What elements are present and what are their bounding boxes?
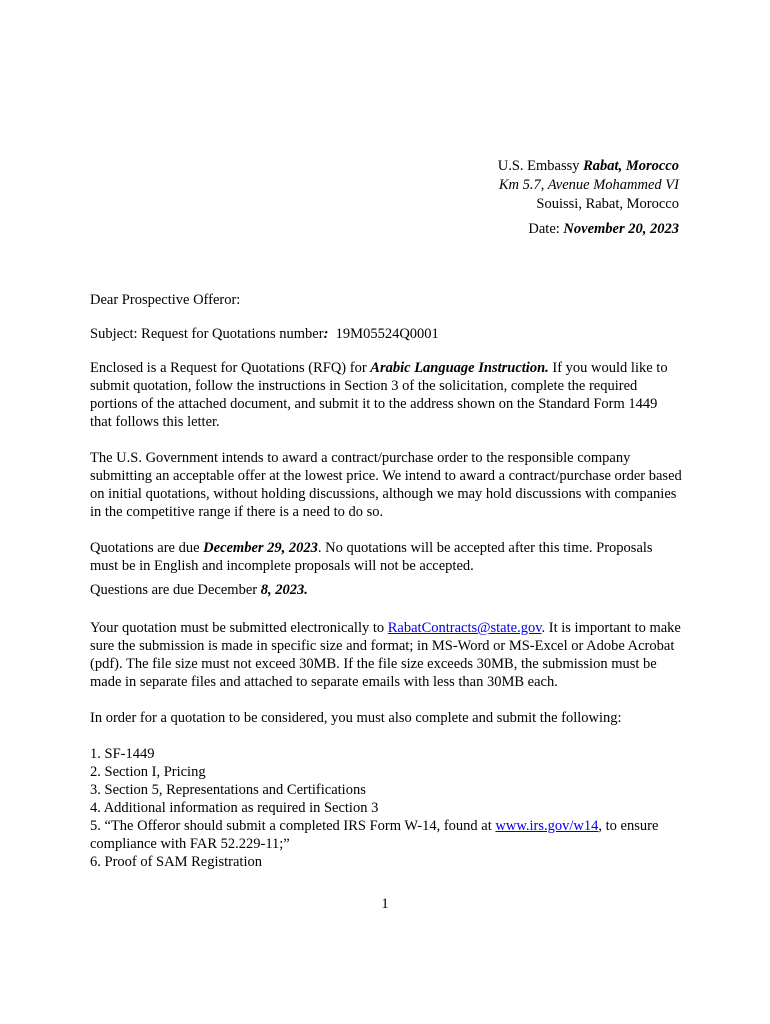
address-line-3: Souissi, Rabat, Morocco xyxy=(536,196,679,212)
requirements-list xyxy=(90,745,682,871)
questions-paragraph xyxy=(90,581,682,599)
government-paragraph: The U.S. Government intends to award a contract/purchase order to the responsible company submitting an acceptable offer at the lowest price. We intend to award a contract/purchase order based on initial quotations, without holding discussions, although we may hold discussions with companies in the competitive range if there is a need to do so. xyxy=(90,450,682,520)
list-item-5-text-after: , to ensure compliance with FAR 52.229-11;” xyxy=(90,818,659,852)
address-line-1 xyxy=(498,157,679,176)
subject-colon: : xyxy=(323,326,329,342)
list-item-5-text: 5. “The Offeror should submit a completed IRS Form W-14, found at xyxy=(90,818,496,834)
address-line-2 xyxy=(498,176,679,195)
enclosed-paragraph xyxy=(90,359,682,431)
letter-date xyxy=(498,220,679,239)
irs-link[interactable]: www.irs.gov/w14 xyxy=(495,818,599,834)
questions-date: 8, 2023. xyxy=(260,582,308,598)
electronic-paragraph xyxy=(90,619,682,691)
questions-text: Questions are due December xyxy=(90,582,261,598)
embassy-label: U.S. Embassy xyxy=(497,158,584,174)
due-text-before: Quotations are due xyxy=(90,540,204,556)
due-date: December 29, 2023 xyxy=(203,540,318,556)
address-block xyxy=(498,157,679,239)
date-value: November 20, 2023 xyxy=(563,221,679,237)
email-link[interactable]: RabatContracts@state.gov xyxy=(387,620,542,636)
subject-line xyxy=(90,325,682,343)
date-label: Date: xyxy=(528,221,564,237)
enclosed-text-after: If you would like to submit quotation, follow the instructions in Section 3 of the solicitation, complete the required portions of the attached document, and submit it to the address shown on the Standard Form 1449 that follows this letter. xyxy=(90,360,668,430)
list-item: 1. SF-1449 xyxy=(90,746,155,762)
order-paragraph: In order for a quotation to be considered, you must also complete and submit the following: xyxy=(90,710,622,726)
electronic-text-after: . It is important to make sure the submission is made in specific size and format; in MS-Word or MS-Excel or Adobe Acrobat (pdf). The file size must not exceed 30MB. If the file size exceeds 30MB, the submission must be made in separate files and attached to separate emails with less than 30MB each. xyxy=(90,620,681,690)
enclosed-text-before: Enclosed is a Request for Quotations (RFQ) for xyxy=(90,360,371,376)
list-item: 3. Section 5, Representations and Certifications xyxy=(90,782,366,798)
embassy-city: Rabat, Morocco xyxy=(583,158,679,174)
list-item xyxy=(90,817,682,853)
street-address: Km 5.7, Avenue Mohammed VI xyxy=(498,177,679,193)
salutation: Dear Prospective Offeror: xyxy=(90,292,241,308)
list-item: 2. Section I, Pricing xyxy=(90,764,206,780)
list-item: 6. Proof of SAM Registration xyxy=(90,854,262,870)
rfq-title: Arabic Language Instruction. xyxy=(370,360,549,376)
due-paragraph xyxy=(90,539,682,575)
page-number: 1 xyxy=(381,896,389,912)
subject-label: Subject: Request for Quotations number xyxy=(90,326,324,342)
electronic-text-before: Your quotation must be submitted electronically to xyxy=(90,620,388,636)
list-item: 4. Additional information as required in Section 3 xyxy=(90,800,379,816)
letter-body xyxy=(90,291,682,871)
due-text-after: . No quotations will be accepted after this time. Proposals must be in English and incomplete proposals will not be accepted. xyxy=(90,540,653,574)
rfq-number: 19M05524Q0001 xyxy=(335,326,439,342)
